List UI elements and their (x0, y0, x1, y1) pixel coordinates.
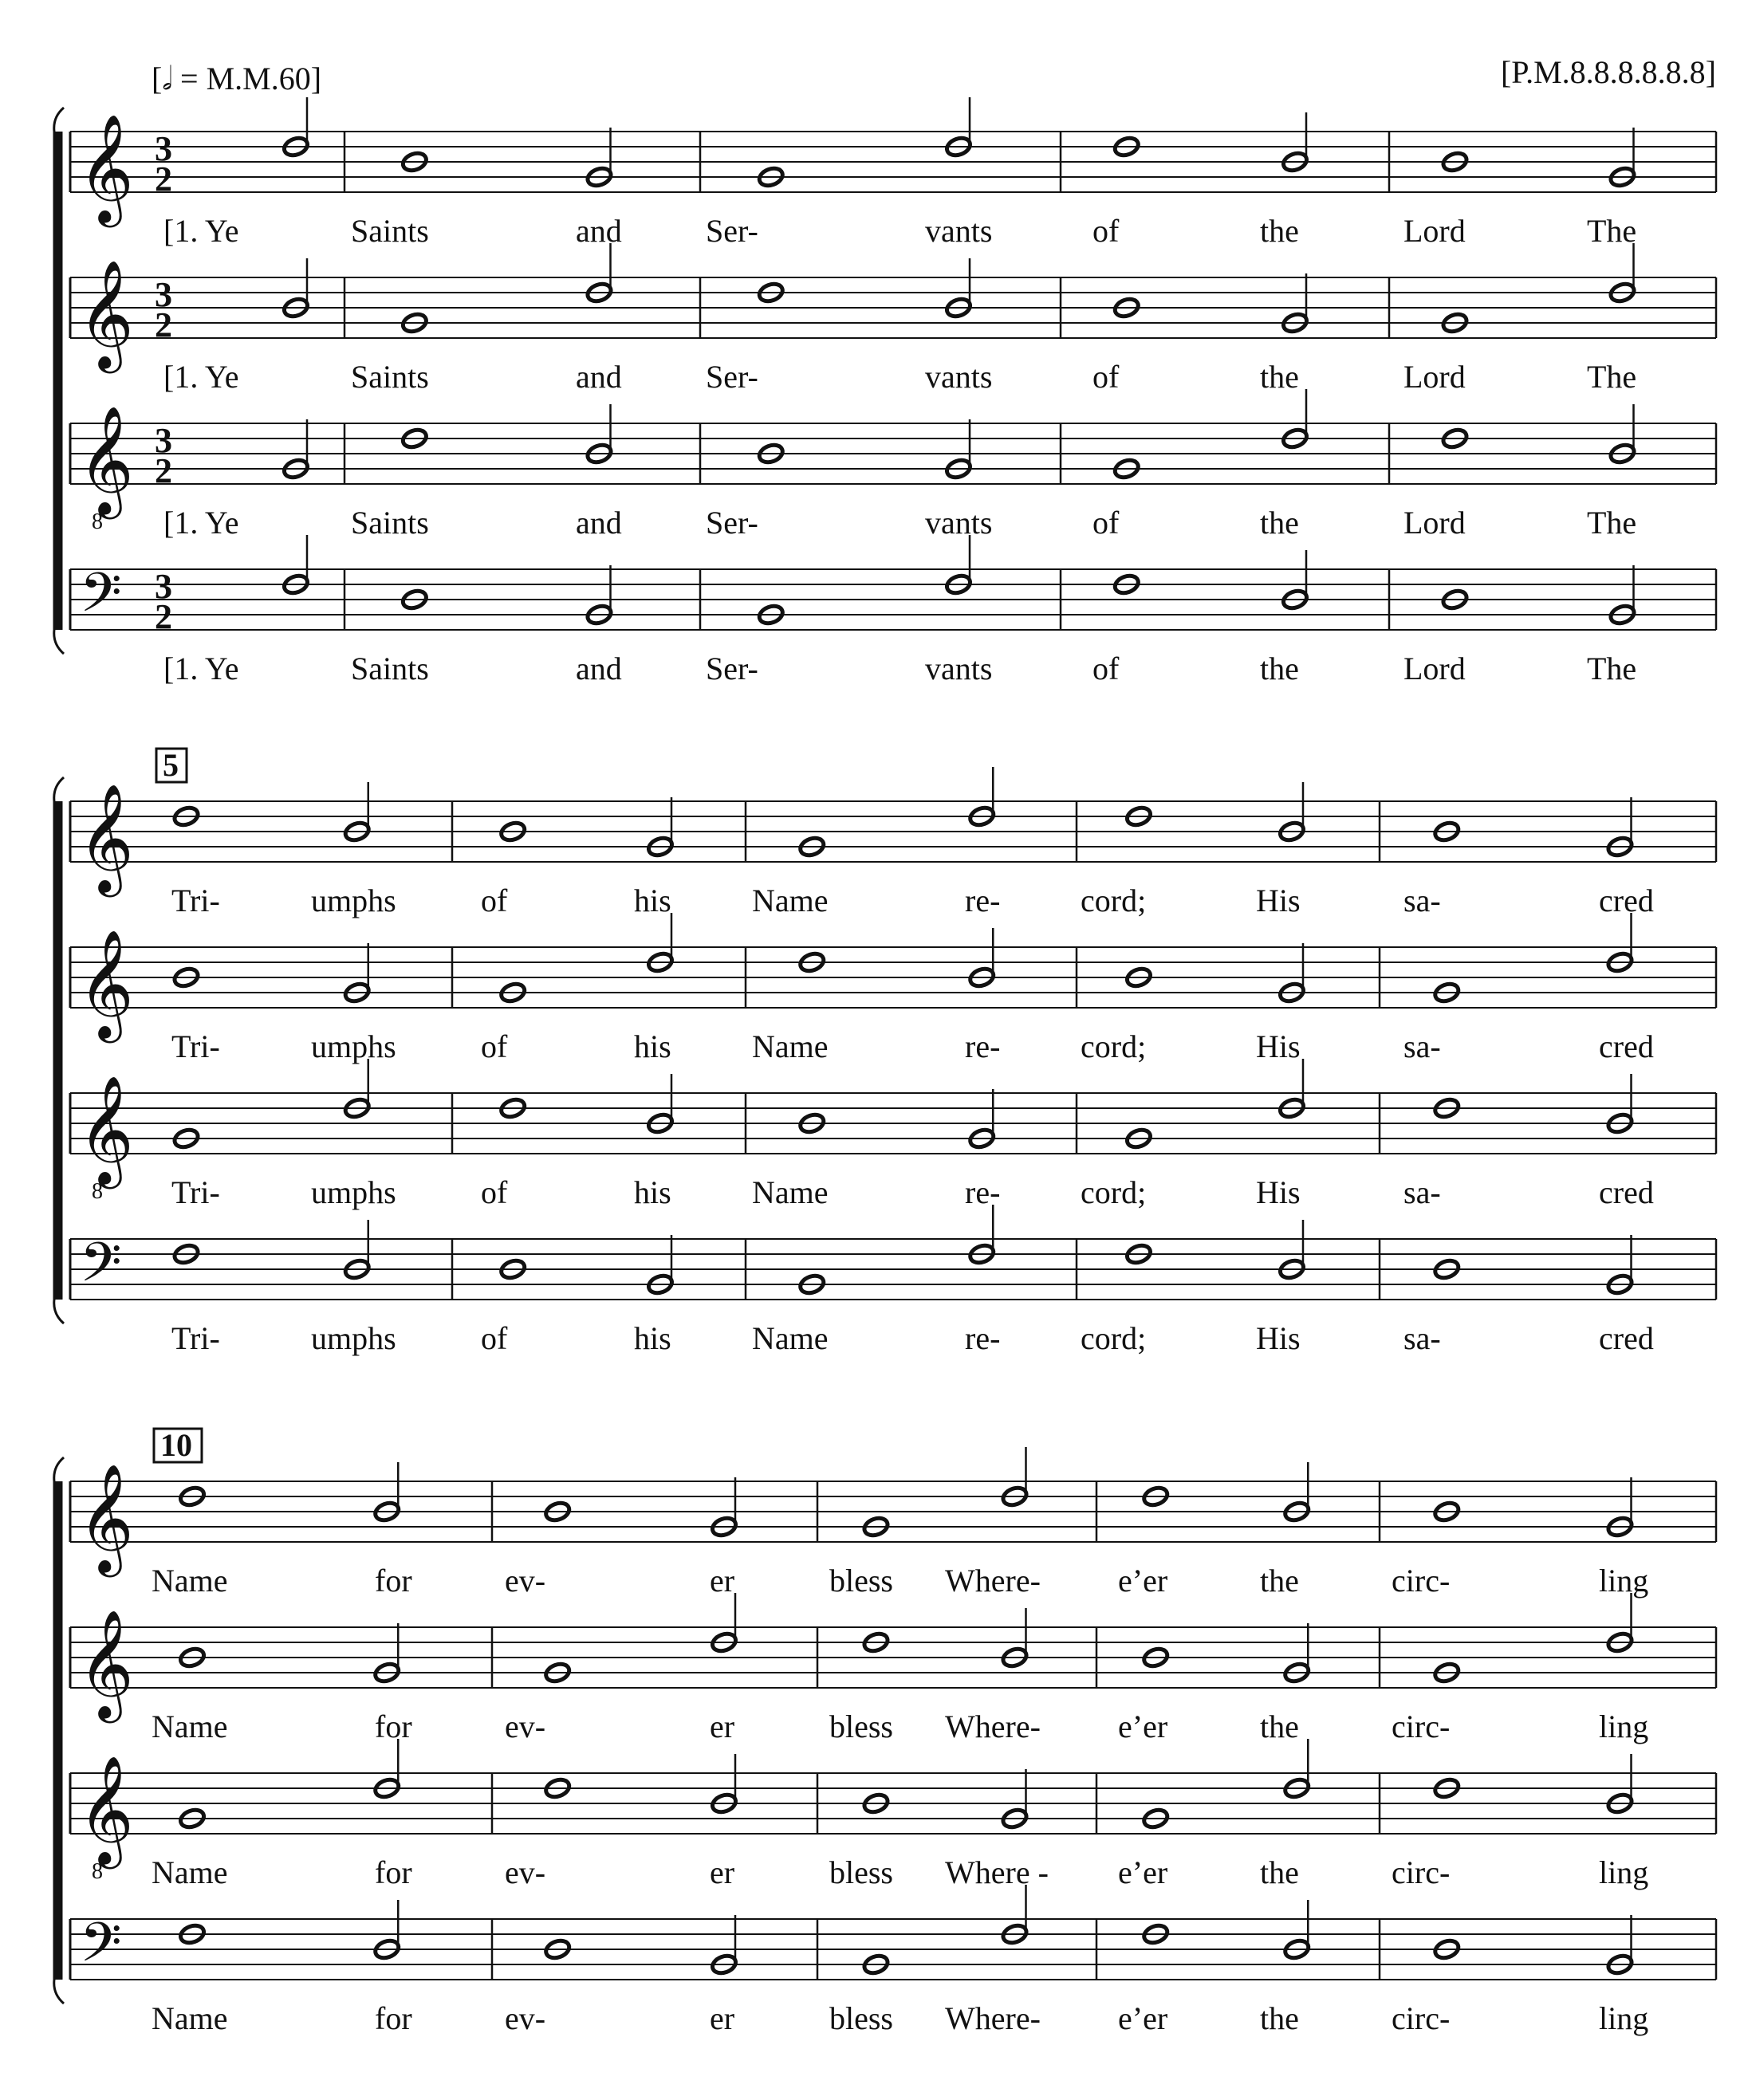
lyric-syllable: Name (152, 1563, 228, 1599)
system-1 (54, 97, 1716, 686)
lyric-syllable: circ- (1392, 2000, 1451, 2036)
lyric-syllable: of (1092, 651, 1120, 686)
octave-eight-marker: 8 (92, 1179, 103, 1204)
lyric-syllable: vants (925, 213, 993, 249)
lyric-syllable: er (710, 2000, 735, 2036)
lyric-syllable: re- (965, 883, 1001, 918)
lyric-syllable: circ- (1392, 1709, 1451, 1744)
lyric-syllable: The (1587, 213, 1637, 249)
lyric-syllable: sa- (1403, 1028, 1441, 1064)
lyric-syllable: [1. Ye (163, 213, 239, 249)
staff-3 (70, 1739, 1716, 1890)
lyric-syllable: The (1587, 505, 1637, 541)
time-signature-top: 3 (155, 129, 172, 168)
staff-1 (70, 767, 1716, 918)
lyric-syllable: umphs (311, 1174, 396, 1210)
lyric-syllable: His (1256, 1028, 1301, 1064)
time-signature-bottom: 2 (155, 159, 172, 199)
lyric-syllable: bless (829, 1563, 893, 1599)
staff-4 (70, 1205, 1716, 1356)
lyric-syllable: bless (829, 1854, 893, 1890)
time-signature-bottom: 2 (155, 597, 172, 636)
lyric-syllable: his (634, 1320, 671, 1356)
lyric-syllable: his (634, 1174, 671, 1210)
staff-3 (70, 389, 1716, 541)
lyric-syllable: [1. Ye (163, 651, 239, 686)
measure-number: 10 (160, 1427, 192, 1463)
lyric-syllable: Name (152, 1854, 228, 1890)
lyric-syllable: Ser- (706, 359, 758, 395)
lyric-syllable: of (1092, 359, 1120, 395)
lyric-syllable: Name (152, 1709, 228, 1744)
lyric-syllable: of (1092, 213, 1120, 249)
lyric-syllable: Name (752, 1028, 829, 1064)
lyric-syllable: the (1260, 359, 1299, 395)
lyric-syllable: ev- (505, 1854, 546, 1890)
lyric-syllable: cord; (1081, 1320, 1147, 1356)
lyric-syllable: Ser- (706, 505, 758, 541)
lyric-syllable: cred (1599, 883, 1654, 918)
lyric-syllable: bless (829, 2000, 893, 2036)
staff-2 (70, 1593, 1716, 1744)
lyric-syllable: Where- (945, 1709, 1041, 1744)
lyric-syllable: e’er (1118, 1563, 1168, 1599)
system-2 (54, 747, 1716, 1356)
lyric-syllable: circ- (1392, 1854, 1451, 1890)
lyric-syllable: ling (1599, 1854, 1649, 1890)
lyric-syllable: Name (752, 1174, 829, 1210)
lyric-syllable: His (1256, 1320, 1301, 1356)
lyric-syllable: of (1092, 505, 1120, 541)
time-signature-top: 3 (155, 421, 172, 460)
lyric-syllable: Saints (351, 359, 429, 395)
lyric-syllable: cord; (1081, 1028, 1147, 1064)
lyric-syllable: e’er (1118, 1709, 1168, 1744)
time-signature-top: 3 (155, 275, 172, 314)
lyric-syllable: cred (1599, 1028, 1654, 1064)
time-signature-top: 3 (155, 567, 172, 606)
measure-number: 5 (163, 747, 179, 783)
lyric-syllable: ling (1599, 1709, 1649, 1744)
staff-1 (70, 1447, 1716, 1599)
treble-clef-icon: 𝄞 (78, 1074, 134, 1184)
staff-4 (70, 1885, 1716, 2036)
staff-2 (70, 913, 1716, 1064)
lyric-syllable: ling (1599, 2000, 1649, 2036)
lyric-syllable: Where- (945, 2000, 1041, 2036)
lyric-syllable: the (1260, 651, 1299, 686)
lyric-syllable: er (710, 1563, 735, 1599)
lyric-syllable: Lord (1403, 359, 1466, 395)
lyric-syllable: the (1260, 213, 1299, 249)
lyric-syllable: [1. Ye (163, 505, 239, 541)
lyric-syllable: the (1260, 1563, 1299, 1599)
lyric-syllable: cred (1599, 1174, 1654, 1210)
lyric-syllable: The (1587, 359, 1637, 395)
lyric-syllable: re- (965, 1028, 1001, 1064)
lyric-syllable: for (375, 2000, 412, 2036)
lyric-syllable: the (1260, 2000, 1299, 2036)
lyric-syllable: umphs (311, 1028, 396, 1064)
lyric-syllable: er (710, 1709, 735, 1744)
time-signature-bottom: 2 (155, 451, 172, 490)
lyric-syllable: er (710, 1854, 735, 1890)
lyric-syllable: for (375, 1709, 412, 1744)
lyric-syllable: Where - (945, 1854, 1049, 1890)
lyric-syllable: of (481, 1028, 508, 1064)
lyric-syllable: vants (925, 505, 993, 541)
lyric-syllable: Ser- (706, 213, 758, 249)
lyric-syllable: Name (752, 883, 829, 918)
lyric-syllable: Saints (351, 505, 429, 541)
treble-clef-icon: 𝄞 (78, 1462, 134, 1572)
lyric-syllable: Name (752, 1320, 829, 1356)
bass-clef-icon: 𝄢 (80, 1232, 122, 1308)
treble-clef-icon: 𝄞 (78, 258, 134, 368)
lyric-syllable: e’er (1118, 2000, 1168, 2036)
lyric-syllable: sa- (1403, 1320, 1441, 1356)
lyric-syllable: cord; (1081, 1174, 1147, 1210)
lyric-syllable: Lord (1403, 213, 1466, 249)
lyric-syllable: e’er (1118, 1854, 1168, 1890)
treble-clef-icon: 𝄞 (78, 928, 134, 1038)
staff-4 (70, 535, 1716, 686)
lyric-syllable: of (481, 1320, 508, 1356)
staff-1 (70, 97, 1716, 249)
lyric-syllable: for (375, 1563, 412, 1599)
lyric-syllable: bless (829, 1709, 893, 1744)
lyric-syllable: Tri- (171, 1028, 220, 1064)
lyric-syllable: ev- (505, 2000, 546, 2036)
lyric-syllable: cred (1599, 1320, 1654, 1356)
lyric-syllable: of (481, 883, 508, 918)
lyric-syllable: and (576, 505, 622, 541)
lyric-syllable: Tri- (171, 883, 220, 918)
bass-clef-icon: 𝄢 (80, 562, 122, 638)
lyric-syllable: of (481, 1174, 508, 1210)
time-signature-bottom: 2 (155, 305, 172, 344)
lyric-syllable: his (634, 1028, 671, 1064)
lyric-syllable: sa- (1403, 1174, 1441, 1210)
bass-clef-icon: 𝄢 (80, 1912, 122, 1988)
lyric-syllable: His (1256, 883, 1301, 918)
lyric-syllable: ling (1599, 1563, 1649, 1599)
lyric-syllable: [1. Ye (163, 359, 239, 395)
octave-eight-marker: 8 (92, 509, 103, 534)
lyric-syllable: for (375, 1854, 412, 1890)
lyric-syllable: His (1256, 1174, 1301, 1210)
lyric-syllable: the (1260, 505, 1299, 541)
lyric-syllable: Ser- (706, 651, 758, 686)
lyric-syllable: re- (965, 1174, 1001, 1210)
lyric-syllable: circ- (1392, 1563, 1451, 1599)
lyric-syllable: and (576, 651, 622, 686)
lyric-syllable: and (576, 359, 622, 395)
tempo-marking: [𝅗𝅥 = M.M.60] (152, 61, 322, 96)
lyric-syllable: his (634, 883, 671, 918)
octave-eight-marker: 8 (92, 1859, 103, 1884)
treble-clef-icon: 𝄞 (78, 112, 134, 222)
lyric-syllable: sa- (1403, 883, 1441, 918)
staff-3 (70, 1059, 1716, 1210)
lyric-syllable: ev- (505, 1563, 546, 1599)
meter-marking: [P.M.8.8.8.8.8.8] (1500, 54, 1716, 90)
lyric-syllable: The (1587, 651, 1637, 686)
lyric-syllable: Saints (351, 651, 429, 686)
lyric-syllable: cord; (1081, 883, 1147, 918)
lyric-syllable: Tri- (171, 1174, 220, 1210)
lyric-syllable: umphs (311, 883, 396, 918)
treble-clef-icon: 𝄞 (78, 1608, 134, 1718)
lyric-syllable: ev- (505, 1709, 546, 1744)
lyric-syllable: the (1260, 1709, 1299, 1744)
treble-clef-icon: 𝄞 (78, 1754, 134, 1864)
treble-clef-icon: 𝄞 (78, 782, 134, 892)
lyric-syllable: re- (965, 1320, 1001, 1356)
system-3 (54, 1427, 1716, 2036)
lyric-syllable: and (576, 213, 622, 249)
lyric-syllable: Tri- (171, 1320, 220, 1356)
lyric-syllable: Lord (1403, 505, 1466, 541)
lyric-syllable: the (1260, 1854, 1299, 1890)
lyric-syllable: Where- (945, 1563, 1041, 1599)
treble-clef-icon: 𝄞 (78, 404, 134, 514)
lyric-syllable: vants (925, 359, 993, 395)
lyric-syllable: Lord (1403, 651, 1466, 686)
lyric-syllable: Saints (351, 213, 429, 249)
lyric-syllable: vants (925, 651, 993, 686)
lyric-syllable: umphs (311, 1320, 396, 1356)
staff-2 (70, 243, 1716, 395)
lyric-syllable: Name (152, 2000, 228, 2036)
